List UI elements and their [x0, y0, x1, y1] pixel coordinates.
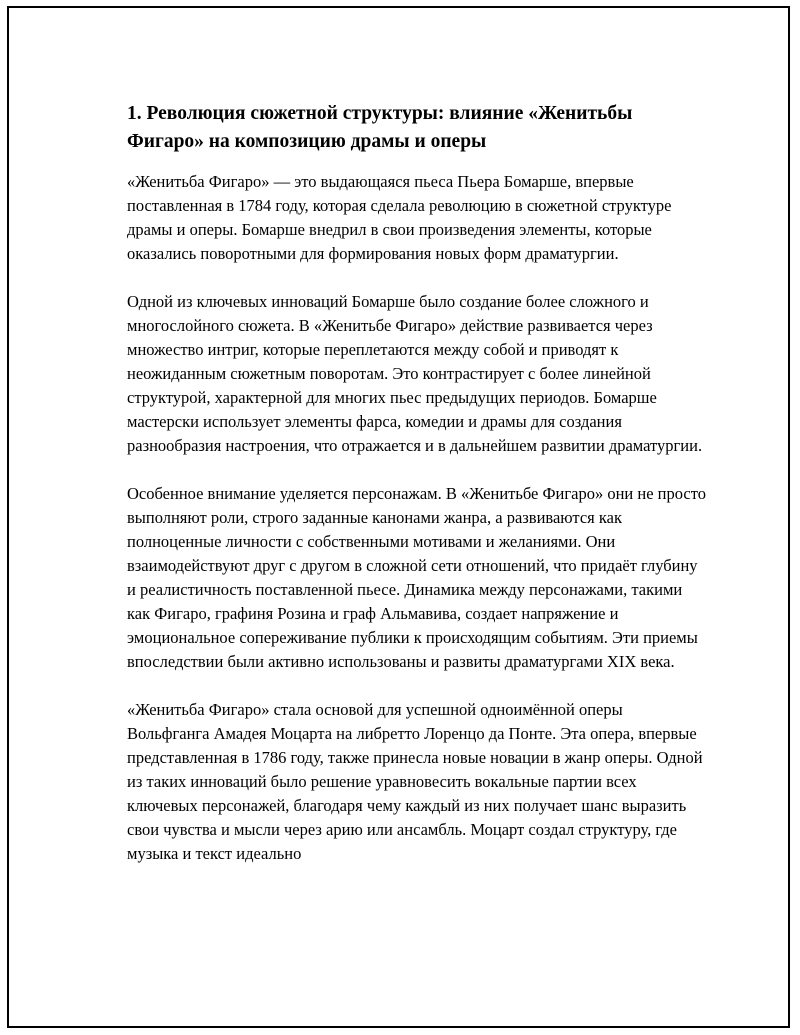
paragraph-characters: Особенное внимание уделяется персонажам. В «Женитьбе Фигаро» они не просто выполняют роли, строго заданные канонами жанра, а развиваются как полноценные личности с собственными мотивами и желаниями. Они взаимодействуют друг с другом в сложной сети отношений, что придаёт глубину и реалистичность поставленной пьесе. Динамика между персонажами, такими как Фигаро, графиня Розина и граф Альмавива, создает напряжение и эмоциональное сопереживание публики к происходящим событиям. Эти приемы впоследствии были активно использованы и развиты драматургами XIX века.	[127, 484, 706, 671]
document-body	[127, 100, 707, 890]
page-frame	[7, 6, 790, 1028]
paragraph-opera: «Женитьба Фигаро» стала основой для успешной одноимённой оперы Вольфганга Амадея Моцарта на либретто Лоренцо да Понте. Эта опера, впервые представленная в 1786 году, также принесла новые новации в жанр оперы. Одной из таких инноваций было решение уравновесить вокальные партии всех ключевых персонажей, благодаря чему каждый из них получает шанс выразить свои чувства и мысли через арию или ансамбль. Моцарт создал структуру, где музыка и текст идеально	[127, 700, 703, 863]
paragraph-plot: Одной из ключевых инноваций Бомарше было создание более сложного и многослойного сюжета. В «Женитьбе Фигаро» действие развивается через множество интриг, которые переплетаются между собой и приводят к неожиданным сюжетным поворотам. Это контрастирует с более линейной структурой, характерной для многих пьес предыдущих периодов. Бомарше мастерски использует элементы фарса, комедии и драмы для создания разнообразия настроения, что отражается и в дальнейшем развитии драматургии.	[127, 292, 703, 455]
paragraph-intro: «Женитьба Фигаро» — это выдающаяся пьеса Пьера Бомарше, впервые поставленная в 1784 году, которая сделала революцию в сюжетной структуре драмы и оперы. Бомарше внедрил в свои произведения элементы, которые оказались поворотными для формирования новых форм драматургии.	[127, 172, 672, 263]
section-heading: 1. Революция сюжетной структуры: влияние «Женитьбы Фигаро» на композицию драмы и оперы	[127, 103, 633, 152]
